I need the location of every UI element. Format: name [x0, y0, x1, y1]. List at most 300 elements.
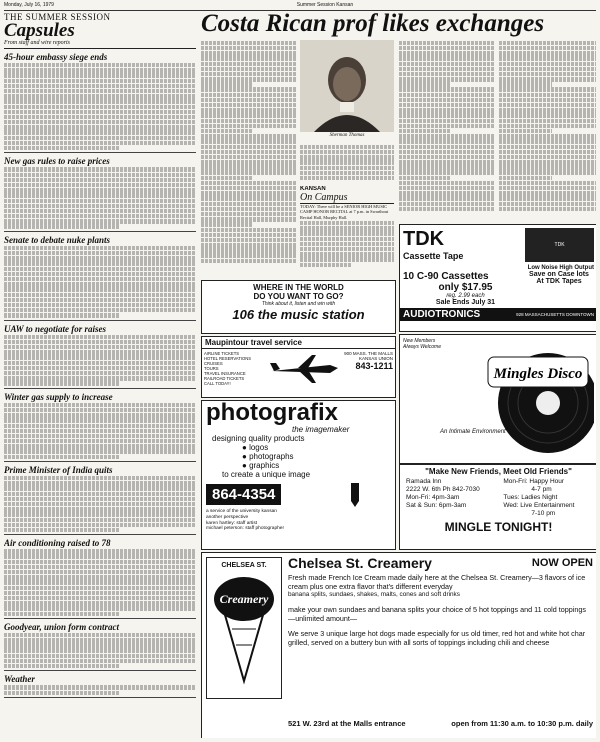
text-line [201, 181, 296, 185]
text-line [499, 108, 596, 112]
text-line [399, 150, 494, 154]
capsule-story-title: 45-hour embassy siege ends [4, 52, 108, 62]
text-line [300, 155, 394, 159]
text-line [201, 243, 296, 247]
photografix-item-label: logos [249, 443, 269, 452]
mingles-happy-time: 4-7 pm [531, 486, 552, 493]
capsule-story [4, 235, 196, 321]
text-line [4, 518, 196, 522]
capsules-column [4, 12, 196, 738]
text-line [4, 298, 196, 302]
travel-address: 900 MASS. THE MALLS KANSAS UNION [344, 351, 393, 361]
travel-service-item: CRUISES [204, 361, 223, 366]
text-line [4, 282, 196, 286]
feature-headline: Costa Rican prof likes exchanges [201, 12, 545, 37]
text-line [4, 570, 196, 574]
capsule-story-title: Air conditioning raised to 78 [4, 538, 111, 549]
text-line [399, 191, 494, 195]
capsule-story [4, 465, 196, 535]
text-line [499, 119, 596, 123]
text-line [399, 98, 494, 102]
text-line [399, 41, 494, 45]
capsule-story-title: New gas rules to raise prices [4, 156, 110, 167]
text-line [4, 188, 196, 192]
text-line [4, 565, 196, 569]
capsule-story [4, 622, 196, 672]
text-line [300, 247, 394, 251]
capsule-story [4, 674, 196, 698]
text-line [300, 166, 394, 170]
text-line [399, 134, 494, 138]
header-date: Monday, July 16, 1979 [4, 2, 54, 8]
tdk-save: Save on Case lots At TDK Tapes [529, 271, 589, 285]
photografix-item: ● logos [242, 443, 269, 452]
text-line [4, 361, 196, 365]
text-line [201, 253, 296, 257]
creamery-badge-main: Creamery [219, 592, 269, 606]
text-line [4, 246, 196, 250]
text-line [4, 89, 196, 93]
text-line [4, 659, 196, 663]
feature-photo [300, 40, 394, 141]
text-line [4, 424, 196, 428]
text-line [399, 186, 494, 190]
text-line [4, 685, 196, 689]
creamery-p1: Fresh made French Ice Cream made daily here at the Chelsea St. Creamery—3 flavors of ice cream plus one extra flavor that's different everyday [288, 573, 586, 591]
text-line [399, 202, 494, 206]
text-line [4, 146, 119, 150]
capsule-story-title: Winter gas supply to increase [4, 391, 113, 402]
text-line [4, 303, 196, 307]
tdk-reg: reg. 2.99 each [446, 293, 485, 299]
photografix-tagline: the imagemaker [292, 425, 350, 434]
pencil-icon [341, 481, 371, 507]
on-campus-title: On Campus [300, 192, 394, 204]
text-line [300, 252, 394, 256]
text-line [399, 108, 494, 112]
text-line [201, 217, 296, 221]
mingles-wed-time: 7-10 pm [531, 510, 556, 517]
text-line [4, 523, 196, 527]
text-line [201, 170, 296, 174]
text-line [4, 560, 196, 564]
text-line [4, 287, 196, 291]
text-line [399, 155, 494, 159]
text-line [201, 228, 296, 232]
text-line [4, 345, 196, 349]
text-line [300, 257, 394, 261]
text-line [4, 193, 196, 197]
text-line [4, 79, 196, 83]
text-line [4, 84, 196, 88]
text-line [399, 113, 494, 117]
text-line [4, 68, 196, 72]
creamery-p2: make your own sundaes and banana splits your choice of 5 hot toppings and 11 cold toppings —unlimited amount— [288, 605, 586, 623]
text-line [4, 199, 196, 203]
tdk-address: 928 MASSACHUSETTS DOWNTOWN [516, 312, 594, 317]
text-line [201, 82, 253, 86]
travel-service-item: CALL TODAY! [204, 381, 231, 386]
text-line [399, 170, 494, 174]
text-line [4, 638, 196, 642]
text-line [201, 160, 296, 164]
text-line [201, 46, 296, 50]
text-line [399, 181, 494, 185]
text-line [201, 108, 296, 112]
text-line [4, 586, 196, 590]
text-line [4, 110, 196, 114]
photografix-item-label: photographs [249, 452, 294, 461]
text-line [499, 103, 596, 107]
text-line [4, 293, 196, 297]
text-line [499, 150, 596, 154]
text-line [499, 51, 596, 55]
capsule-story-title: Goodyear, union form contract [4, 621, 120, 632]
capsule-stories [4, 52, 196, 698]
creamery-ad [201, 552, 596, 738]
text-line [300, 160, 394, 164]
feature-column-4 [499, 40, 596, 220]
text-line [399, 196, 494, 200]
text-line [4, 606, 196, 610]
radio-line2: DO YOU WANT TO GO? [253, 292, 344, 301]
text-line [201, 41, 296, 45]
text-line [4, 115, 196, 119]
text-line [399, 51, 494, 55]
text-line [4, 125, 196, 129]
capsules-title: Capsules [4, 20, 75, 41]
travel-service-item: RAILROAD TICKETS [204, 376, 245, 381]
creamery-now-open: NOW OPEN [531, 557, 593, 569]
text-line [4, 371, 196, 375]
creamery-name: Chelsea St. Creamery [288, 555, 432, 571]
text-line [399, 46, 494, 50]
text-line [4, 403, 196, 407]
photografix-item-label: graphics [249, 461, 280, 470]
page-header [4, 2, 596, 11]
text-line [4, 340, 196, 344]
text-line [201, 155, 296, 159]
photografix-footer3: karen hartley: staff artist [206, 520, 258, 526]
text-line [399, 160, 494, 164]
travel-service-item: AIRLINE TICKETS [204, 351, 240, 356]
text-line [4, 528, 119, 532]
text-line [4, 444, 196, 448]
photografix-footer2: another perspective [206, 514, 249, 520]
travel-service-item: TRAVEL INSURANCE [204, 371, 246, 376]
text-line [4, 455, 119, 459]
text-line [399, 93, 494, 97]
text-line [499, 41, 596, 45]
text-line [201, 202, 296, 206]
text-line [4, 167, 196, 171]
capsule-story-title: Weather [4, 674, 35, 685]
text-line [399, 67, 494, 71]
text-line [4, 449, 196, 453]
travel-services [202, 349, 268, 389]
header-paper: Summer Session Kansan [296, 2, 354, 8]
text-line [499, 186, 596, 190]
travel-phone: 843-1211 [355, 361, 393, 371]
feature-section [201, 12, 596, 738]
text-line [499, 207, 596, 211]
text-line [4, 136, 196, 140]
text-line [499, 196, 596, 200]
text-line [4, 575, 196, 579]
text-line [4, 141, 196, 145]
text-line [499, 77, 596, 81]
photografix-pitch: designing quality products [212, 434, 305, 443]
text-line [4, 99, 196, 103]
tdk-note: Low Noise High Output [527, 265, 594, 271]
text-line [201, 238, 296, 242]
text-line [4, 261, 196, 265]
text-line [201, 212, 296, 216]
photografix-footer1: a service of the university kansan [206, 509, 277, 514]
cassette-image: TDK [525, 228, 594, 262]
mingles-hours1: Mon-Fri: 4pm-3am [406, 494, 460, 501]
text-line [300, 242, 394, 246]
text-line [4, 355, 196, 359]
mingles-hotel: Ramada Inn [406, 478, 442, 485]
text-line [201, 222, 253, 226]
text-line [4, 429, 196, 433]
capsule-story-title: Prime Minister of India quits [4, 465, 113, 476]
text-line [499, 191, 596, 195]
on-campus-brand: KANSAN [300, 186, 326, 192]
capsules-subtitle: From staff and wire reports [4, 40, 71, 46]
text-line [4, 130, 196, 134]
text-line [499, 62, 596, 66]
mingles-slogan: "Make New Friends, Meet Old Friends" [425, 467, 572, 476]
text-line [499, 72, 596, 76]
text-line [399, 103, 494, 107]
text-line [4, 313, 119, 317]
text-line [499, 170, 596, 174]
text-line [399, 87, 494, 91]
tdk-ends: Sale Ends July 31 [435, 299, 496, 306]
capsule-story [4, 324, 196, 389]
mingles-happy: Mon-Fri: Happy Hour [503, 478, 565, 485]
capsules-header [4, 12, 196, 49]
text-line [4, 94, 196, 98]
capsule-story [4, 538, 196, 619]
text-line [4, 612, 119, 616]
text-line [399, 77, 494, 81]
text-line [4, 596, 196, 600]
text-line [499, 67, 596, 71]
text-line [4, 439, 196, 443]
text-line [4, 251, 196, 255]
text-line [201, 67, 296, 71]
creamery-p3: We serve 3 unique large hot dogs made especially for us old timer, red hot and white hot char grilled, served on a buttery bun with all sorts of toppings including chili and cheese [288, 629, 586, 647]
text-line [201, 186, 296, 190]
creamery-badge-top: CHELSEA ST. [221, 562, 267, 569]
text-line [399, 165, 494, 169]
text-line [201, 93, 296, 97]
text-line [4, 643, 196, 647]
mingles-tagline: An Intimate Environment [440, 429, 506, 435]
text-line [201, 233, 296, 237]
radio-station: 106 the music station [232, 307, 365, 322]
text-line [4, 413, 196, 417]
on-campus-text: TODAY: There will be a SENIOR HIGH MUSIC CAMP HONOR RECITAL at 7 p.m. in Swarthout Recital Hall, Murphy Hall. [300, 204, 389, 220]
text-line [4, 648, 196, 652]
text-line [4, 224, 119, 228]
capsule-story [4, 156, 196, 231]
mingles-ad [399, 334, 596, 464]
text-line [499, 124, 596, 128]
text-line [4, 408, 196, 412]
text-line [4, 209, 196, 213]
text-line [499, 98, 596, 102]
feature-column-1 [201, 40, 296, 276]
tdk-ad [399, 224, 596, 332]
text-line [399, 139, 494, 143]
text-line [4, 580, 196, 584]
text-line [4, 173, 196, 177]
capsule-story [4, 392, 196, 462]
text-line [4, 214, 196, 218]
capsules-kicker: THE SUMMER SESSION [4, 12, 111, 22]
text-line [499, 160, 596, 164]
text-line [399, 124, 494, 128]
text-line [201, 51, 296, 55]
tdk-sub: Cassette Tape [403, 251, 464, 261]
text-line [300, 171, 394, 175]
radio-line1: WHERE IN THE WORLD [253, 283, 344, 292]
text-line [4, 178, 196, 182]
text-line [499, 181, 596, 185]
text-line [201, 56, 296, 60]
text-line [201, 87, 296, 91]
text-line [201, 113, 296, 117]
text-line [499, 129, 552, 133]
text-line [201, 176, 253, 180]
text-line [4, 204, 196, 208]
text-line [4, 219, 196, 223]
text-line [4, 335, 196, 339]
text-line [499, 134, 596, 138]
text-line [300, 237, 394, 241]
text-line [4, 73, 196, 77]
mingles-badge: New Members Always Welcome [403, 338, 441, 350]
text-line [4, 105, 196, 109]
text-line [4, 549, 196, 553]
text-line [499, 139, 596, 143]
text-line [4, 492, 196, 496]
text-line [201, 139, 296, 143]
photografix-footer4: michael peterson: staff photographer [206, 526, 285, 532]
text-line [399, 62, 494, 66]
text-line [4, 633, 196, 637]
travel-service-item: TOURS [204, 366, 219, 371]
text-line [4, 418, 196, 422]
capsule-story-title: UAW to negotiate for raises [4, 323, 107, 334]
mingles-info-ad: "Make New Friends, Meet Old Friends" Ramada Inn 2222 W. 6th Ph 842-7030 Mon-Fri: 4pm-3am Sat & Sun: 6pm-3am Mon-Fri: Happy Hour 4-7 pm Tues: Ladies Night Wed: Live Entertainment 7-10 pm MINGLE TONIGHT! [399, 464, 596, 550]
text-line [4, 63, 196, 67]
mingles-cta: MINGLE TONIGHT! [444, 520, 553, 534]
text-line [201, 98, 296, 102]
photografix-item: ● graphics [242, 461, 280, 470]
record-disc-image [448, 341, 594, 457]
on-campus-box [300, 186, 394, 276]
tdk-offer: 10 C-90 Cassettes [403, 271, 489, 282]
photografix-cta: to create a unique image [222, 470, 311, 479]
travel-name: Maupintour travel service [202, 337, 395, 349]
photografix-name: photografix [206, 400, 338, 426]
portrait-photo [300, 40, 394, 132]
text-line [201, 129, 253, 133]
text-line [201, 248, 296, 252]
feature-column-2 [300, 144, 394, 184]
tdk-store: AUDIOTRONICS [403, 309, 481, 320]
text-line [4, 308, 196, 312]
text-line [499, 46, 596, 50]
text-line [499, 165, 596, 169]
tdk-brand: TDK [403, 228, 445, 250]
text-line [4, 256, 196, 260]
text-line [4, 277, 196, 281]
text-line [499, 202, 596, 206]
text-line [4, 267, 196, 271]
text-line [300, 145, 394, 149]
text-line [201, 134, 296, 138]
text-line [4, 691, 119, 695]
text-line [499, 145, 596, 149]
text-line [4, 376, 196, 380]
text-line [499, 82, 552, 86]
text-line [201, 165, 296, 169]
text-line [300, 150, 394, 154]
text-line [4, 481, 196, 485]
text-line [4, 654, 196, 658]
text-line [201, 207, 296, 211]
text-line [4, 507, 196, 511]
photo-caption: Sherman Thomas [329, 133, 365, 139]
mingles-wed: Wed: Live Entertainment [503, 502, 575, 509]
mingles-name: Mingles Disco [493, 366, 583, 382]
text-line [399, 129, 451, 133]
text-line [201, 196, 296, 200]
mingles-phone: 842-7030 [452, 486, 480, 493]
text-line [399, 145, 494, 149]
text-line [399, 82, 451, 86]
text-line [499, 93, 596, 97]
radio-ad [201, 280, 396, 334]
text-line [201, 119, 296, 123]
travel-ad [201, 336, 396, 398]
text-line [399, 176, 451, 180]
text-line [201, 103, 296, 107]
text-line [300, 226, 394, 230]
creamery-p1b: banana splits, sundaes, shakes, malts, cones and soft drinks [288, 591, 460, 598]
text-line [4, 350, 196, 354]
capsule-story-title: Senate to debate nuke plants [4, 234, 111, 245]
text-line [4, 497, 196, 501]
creamery-hours: open from 11:30 a.m. to 10:30 p.m. daily [451, 719, 593, 728]
airplane-icon [268, 349, 340, 389]
text-line [399, 56, 494, 60]
text-line [201, 124, 296, 128]
text-line [300, 176, 394, 180]
text-line [201, 72, 296, 76]
text-line [4, 183, 196, 187]
radio-line3: Think about it, listen and win with [261, 301, 336, 307]
text-line [300, 263, 352, 267]
text-line [4, 601, 196, 605]
text-line [4, 554, 196, 558]
